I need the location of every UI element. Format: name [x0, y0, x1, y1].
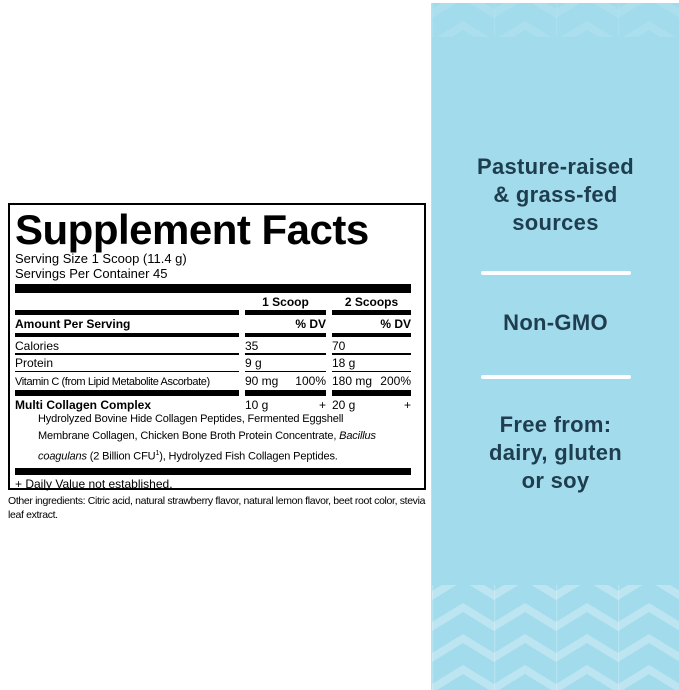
thin-divider: [15, 371, 411, 373]
dv-not-established-mark: +: [403, 398, 411, 412]
dv-header-2: % DV: [380, 317, 411, 331]
servings-per-container: Servings Per Container 45: [15, 265, 168, 281]
complex-description-line: Membrane Collagen, Chicken Bone Broth Protein Concentrate, Bacillus: [38, 430, 376, 442]
amount-per-serving-row: [15, 315, 411, 331]
complex-description-line: coagulans (2 Billion CFU$^1$), Hydrolyzed Fish Collagen Peptides.: [38, 450, 338, 463]
chevron-pattern-top: [432, 3, 679, 37]
facts-title: Supplement Facts: [15, 206, 369, 253]
segmented-divider: [15, 310, 411, 315]
benefit-free-from: Free from: dairy, gluten or soy: [488, 412, 623, 493]
column-header-1-scoop: 1 Scoop: [262, 295, 309, 309]
scoop-header-row: [15, 295, 411, 308]
benefit-pasture-raised: Pasture-raised & grass-fed sources: [476, 154, 635, 235]
other-ingredients: Other ingredients: Citric acid, natural strawberry flavor, natural lemon flavor, beet root color, stevia leaf extract.: [8, 495, 426, 521]
value-2-scoops: 18 g: [332, 356, 356, 370]
table-row-multi-collagen-complex: [15, 396, 411, 411]
complex-description-line: Hydrolyzed Bovine Hide Collagen Peptides, Fermented Eggshell: [38, 413, 344, 425]
value-1-scoop: 10 g: [245, 398, 269, 412]
supplement-facts-panel: [8, 203, 426, 490]
nutrient-label: Protein: [15, 356, 54, 370]
value-1-scoop: 35: [245, 338, 259, 353]
value-2-scoops: 180 mg: [332, 373, 373, 388]
table-row-calories: [15, 337, 411, 353]
segmented-divider: [15, 390, 411, 397]
percent-dv: 200%: [380, 373, 411, 388]
nutrient-label: Calories: [15, 338, 60, 353]
nutrient-label: Vitamin C (from Lipid Metabolite Ascorbate): [15, 375, 210, 388]
dv-header-1: % DV: [295, 317, 326, 331]
dv-not-established-mark: +: [318, 398, 326, 412]
column-header-2-scoops: 2 Scoops: [344, 295, 399, 309]
white-divider: [481, 375, 631, 379]
table-row-vitamin-c: [15, 372, 411, 388]
segmented-divider: [15, 333, 411, 337]
value-1-scoop: 90 mg: [245, 373, 279, 388]
table-row-protein: [15, 355, 411, 371]
percent-dv: 100%: [295, 373, 326, 388]
value-2-scoops: 70: [332, 338, 346, 353]
amount-header: Amount Per Serving: [15, 317, 131, 331]
chevron-pattern-bottom: [432, 585, 679, 690]
white-divider: [481, 271, 631, 275]
benefit-non-gmo: Non-GMO: [503, 310, 608, 335]
value-2-scoops: 20 g: [332, 398, 356, 412]
thick-divider-top: [15, 284, 411, 293]
value-1-scoop: 9 g: [245, 356, 262, 370]
thick-divider-bottom: [15, 468, 411, 475]
daily-value-footnote: + Daily Value not established.: [15, 476, 173, 491]
serving-size: Serving Size 1 Scoop (11.4 g): [15, 251, 187, 266]
benefits-sidebar: [431, 3, 679, 690]
thin-divider: [15, 353, 411, 355]
complex-label: Multi Collagen Complex: [15, 398, 152, 412]
